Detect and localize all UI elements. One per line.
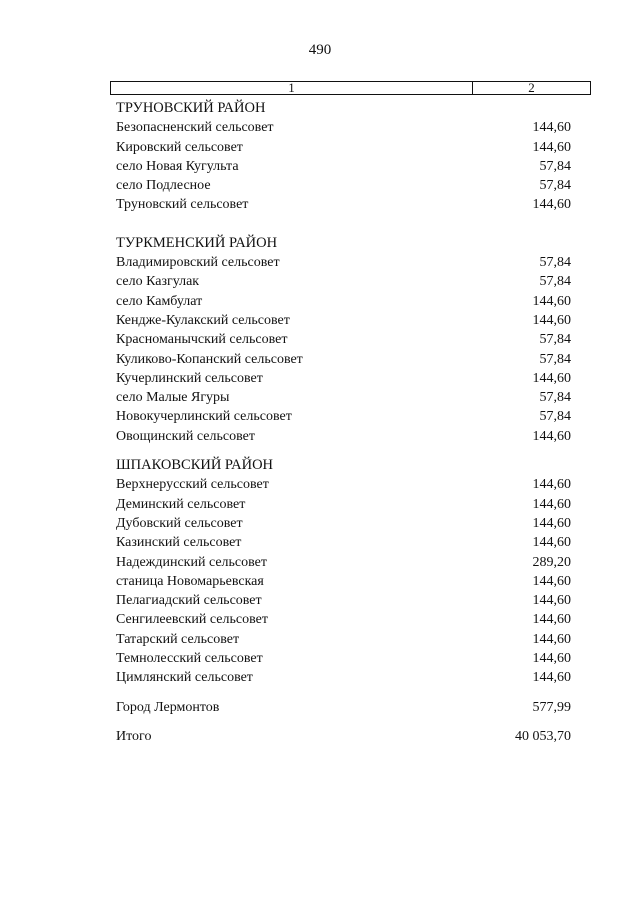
- section-spacer: [116, 215, 571, 234]
- table-row: [116, 138, 571, 157]
- row-value: 144,60: [532, 535, 571, 551]
- row-name: Пелагиадский сельсовет: [116, 593, 262, 609]
- page-number: 490: [308, 42, 332, 58]
- table-row: [116, 475, 571, 494]
- section-turkmensky: [116, 234, 571, 446]
- table-row: [116, 350, 571, 369]
- table-body: [116, 99, 571, 746]
- row-value: 144,60: [532, 515, 571, 531]
- table-header-col1: 1: [111, 82, 473, 94]
- row-name: село Камбулат: [116, 293, 203, 309]
- row-value: 144,60: [532, 612, 571, 628]
- row-name: Труновский сельсовет: [116, 197, 249, 213]
- row-name: Дубовский сельсовет: [116, 515, 243, 531]
- row-value: 144,60: [532, 197, 571, 213]
- table-row: [116, 195, 571, 214]
- row-name: Сенгилеевский сельсовет: [116, 612, 268, 628]
- row-value: 57,84: [539, 178, 571, 194]
- table-row: [116, 157, 571, 176]
- row-name: Новокучерлинский сельсовет: [116, 409, 292, 425]
- table-row: [116, 311, 571, 330]
- row-name: Надеждинский сельсовет: [116, 554, 267, 570]
- table-row: [116, 591, 571, 610]
- row-value: 144,60: [532, 477, 571, 493]
- table-row: [116, 369, 571, 388]
- section-title: ТУРКМЕНСКИЙ РАЙОН: [116, 234, 278, 251]
- city-value: 577,99: [532, 699, 571, 715]
- section-shpakovsky: [116, 456, 571, 688]
- row-value: 144,60: [532, 120, 571, 136]
- row-value: 144,60: [532, 631, 571, 647]
- row-name: Кировский сельсовет: [116, 139, 243, 155]
- table-row: [116, 495, 571, 514]
- table-row: [116, 388, 571, 407]
- table-row: [116, 649, 571, 668]
- row-value: 144,60: [532, 496, 571, 512]
- table-row: [116, 514, 571, 533]
- row-value: 144,60: [532, 293, 571, 309]
- section-title: ТРУНОВСКИЙ РАЙОН: [116, 100, 266, 116]
- row-name: село Казгулак: [116, 274, 200, 290]
- section-spacer: [116, 688, 571, 698]
- table-row: [116, 610, 571, 629]
- table-row: [116, 176, 571, 195]
- city-row: [116, 698, 571, 717]
- section-spacer: [116, 717, 571, 727]
- row-value: 57,84: [539, 332, 571, 348]
- row-name: Верхнерусский сельсовет: [116, 477, 269, 493]
- row-name: Красноманычский сельсовет: [116, 332, 288, 348]
- table-row: [116, 553, 571, 572]
- table-row: [116, 272, 571, 291]
- row-value: 144,60: [532, 370, 571, 386]
- total-row: [116, 727, 571, 746]
- row-name: станица Новомарьевская: [116, 573, 264, 589]
- row-value: 144,60: [532, 139, 571, 155]
- row-name: Овощинский сельсовет: [116, 428, 255, 444]
- table-row: [116, 630, 571, 649]
- table-row: [116, 253, 571, 272]
- table-row: [116, 427, 571, 446]
- row-name: село Новая Кугульта: [116, 158, 239, 174]
- table-header-col2: 2: [528, 80, 535, 95]
- row-name: Куликово-Копанский сельсовет: [116, 351, 303, 367]
- row-value: 57,84: [539, 409, 571, 425]
- row-value: 144,60: [532, 651, 571, 667]
- row-value: 144,60: [532, 670, 571, 686]
- row-value: 57,84: [539, 255, 571, 271]
- city-name: Город Лермонтов: [116, 699, 220, 715]
- row-value: 289,20: [532, 554, 571, 570]
- table-row: [116, 668, 571, 687]
- row-value: 57,84: [539, 351, 571, 367]
- row-name: село Малые Ягуры: [116, 390, 230, 406]
- table-row: [116, 330, 571, 349]
- table-row: [116, 533, 571, 552]
- section-title: ШПАКОВСКИЙ РАЙОН: [116, 457, 274, 474]
- row-name: Темнолесский сельсовет: [116, 651, 263, 667]
- table-row: [116, 292, 571, 311]
- table-row: [116, 407, 571, 426]
- row-name: Казинский сельсовет: [116, 535, 242, 551]
- row-value: 144,60: [532, 312, 571, 328]
- row-value: 57,84: [539, 274, 571, 290]
- row-value: 144,60: [532, 428, 571, 444]
- row-name: село Подлесное: [116, 178, 211, 194]
- row-name: Татарский сельсовет: [116, 631, 240, 647]
- row-name: Цимлянский сельсовет: [116, 670, 253, 686]
- row-name: Безопасненский сельсовет: [116, 120, 274, 136]
- row-name: Кучерлинский сельсовет: [116, 370, 263, 386]
- row-name: Кендже-Кулакский сельсовет: [116, 312, 290, 328]
- row-name: Владимировский сельсовет: [116, 255, 280, 271]
- section-spacer: [116, 446, 571, 456]
- row-name: Деминский сельсовет: [116, 496, 246, 512]
- table-row: [116, 118, 571, 137]
- row-value: 57,84: [539, 390, 571, 406]
- row-value: 144,60: [532, 593, 571, 609]
- section-trunovsky: [116, 99, 571, 215]
- table-row: [116, 572, 571, 591]
- row-value: 144,60: [532, 573, 571, 589]
- row-value: 57,84: [539, 158, 571, 174]
- total-label: Итого: [116, 728, 152, 744]
- table-header: [110, 81, 591, 95]
- total-value: 40 053,70: [515, 728, 571, 744]
